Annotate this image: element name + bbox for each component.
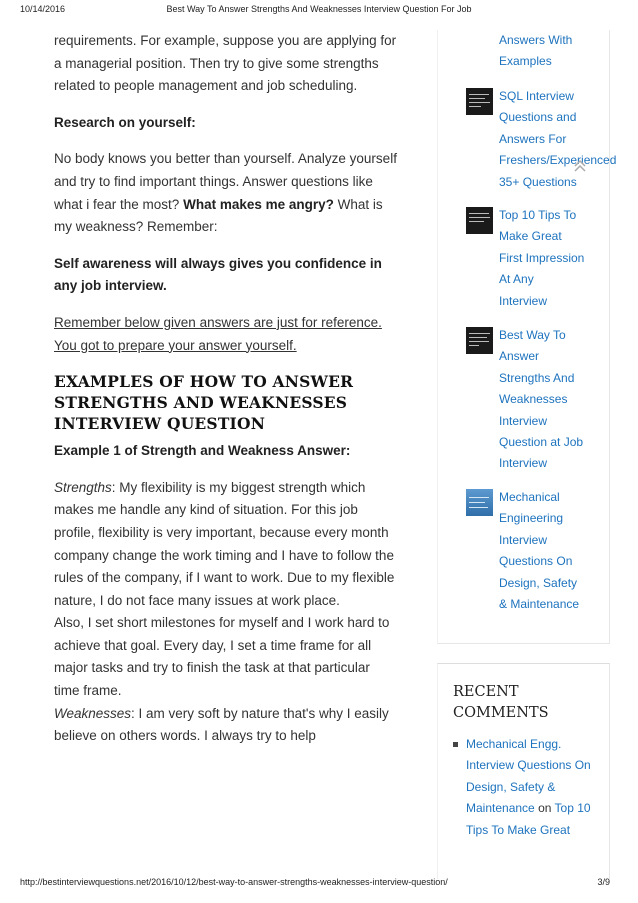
intro-paragraph: requirements. For example, suppose you are applying for a managerial position. Then try to give some strengths related to people management and job scheduling. xyxy=(54,33,397,94)
post-link[interactable]: Best Way To Answer Strengths And Weaknesses Interview Question at Job Interview xyxy=(499,328,584,471)
print-date: 10/14/2016 xyxy=(20,4,66,14)
self-awareness-note xyxy=(54,253,399,298)
comment-post-link[interactable]: Mechanical Engg. Interview Questions On Design, Safety & Maintenance xyxy=(466,737,591,816)
recent-comment-item xyxy=(466,734,601,841)
weaknesses-text: : I am very soft by nature that's why I easily believe on others words. I always try to help xyxy=(54,705,389,744)
example-heading-text: Example 1 of Strength and Weakness Answer: xyxy=(54,443,351,459)
strengths-paragraph-2: Also, I set short milestones for myself and I work hard to achieve that goal. Every day, I set a time frame for all major tasks and try to finish the task at that particular time frame. xyxy=(54,615,390,699)
section-heading: EXAMPLES OF HOW TO ANSWER STRENGTHS AND WEAKNESSES INTERVIEW QUESTION xyxy=(54,372,354,434)
print-page-title: Best Way To Answer Strengths And Weaknesses Interview Question For Job xyxy=(166,4,472,14)
strengths-label: Strengths xyxy=(54,479,112,495)
weaknesses-label: Weaknesses xyxy=(54,705,132,721)
weaknesses-paragraph xyxy=(54,703,399,748)
post-thumbnail[interactable] xyxy=(466,327,493,354)
comment-target-link[interactable]: Top 10 Tips To Make Great xyxy=(466,801,591,837)
self-awareness-text: Self awareness will always gives you confidence in any job interview. xyxy=(54,255,382,294)
sidebar-continuation-link[interactable]: Answers With Examples xyxy=(499,33,573,69)
print-page-number: 3/9 xyxy=(597,877,610,887)
print-footer xyxy=(0,877,638,891)
research-bold: What makes me angry? xyxy=(183,196,334,212)
strengths-text: : My flexibility is my biggest strength which makes me handle any kind of situation. For this job profile, flexibility is very important, because every month company change the work timing and I have to follow the rules of the company, if I want to work. Due to my flexible nature, I do not face many issues at work place. xyxy=(54,479,395,608)
research-paragraph xyxy=(54,148,399,238)
example-heading xyxy=(54,440,399,463)
research-heading-text: Research on yourself: xyxy=(54,114,196,130)
post-thumbnail[interactable] xyxy=(466,88,493,115)
research-text-2: What is my weakness? Remember: xyxy=(54,196,383,235)
print-header xyxy=(0,4,638,18)
post-link[interactable]: SQL Interview Questions and Answers For Freshers/Experienced 35+ Questions xyxy=(499,89,617,189)
recent-comments-title: RECENT COMMENTS xyxy=(453,684,549,721)
print-url: http://bestinterviewquestions.net/2016/10/12/best-way-to-answer-strengths-weaknesses-interview-question/ xyxy=(20,877,448,887)
post-link[interactable]: Mechanical Engineering Interview Questions On Design, Safety & Maintenance xyxy=(499,490,580,612)
post-link[interactable]: Top 10 Tips To Make Great First Impression At Any Interview xyxy=(499,208,585,308)
article-content xyxy=(54,30,399,748)
post-thumbnail[interactable] xyxy=(466,207,493,234)
strengths-paragraph xyxy=(54,477,399,613)
comment-bullet-icon xyxy=(453,742,458,747)
comment-connector: on xyxy=(538,801,552,816)
research-heading xyxy=(54,112,399,135)
double-chevron-up-icon[interactable] xyxy=(572,158,588,174)
reference-note: Remember below given answers are just for reference. You got to prepare your answer yourself. xyxy=(54,314,382,353)
post-thumbnail[interactable] xyxy=(466,489,493,516)
research-text-1: No body knows you better than yourself. Analyze yourself and try to find important things. Answer questions like what i fear the most? xyxy=(54,151,397,212)
